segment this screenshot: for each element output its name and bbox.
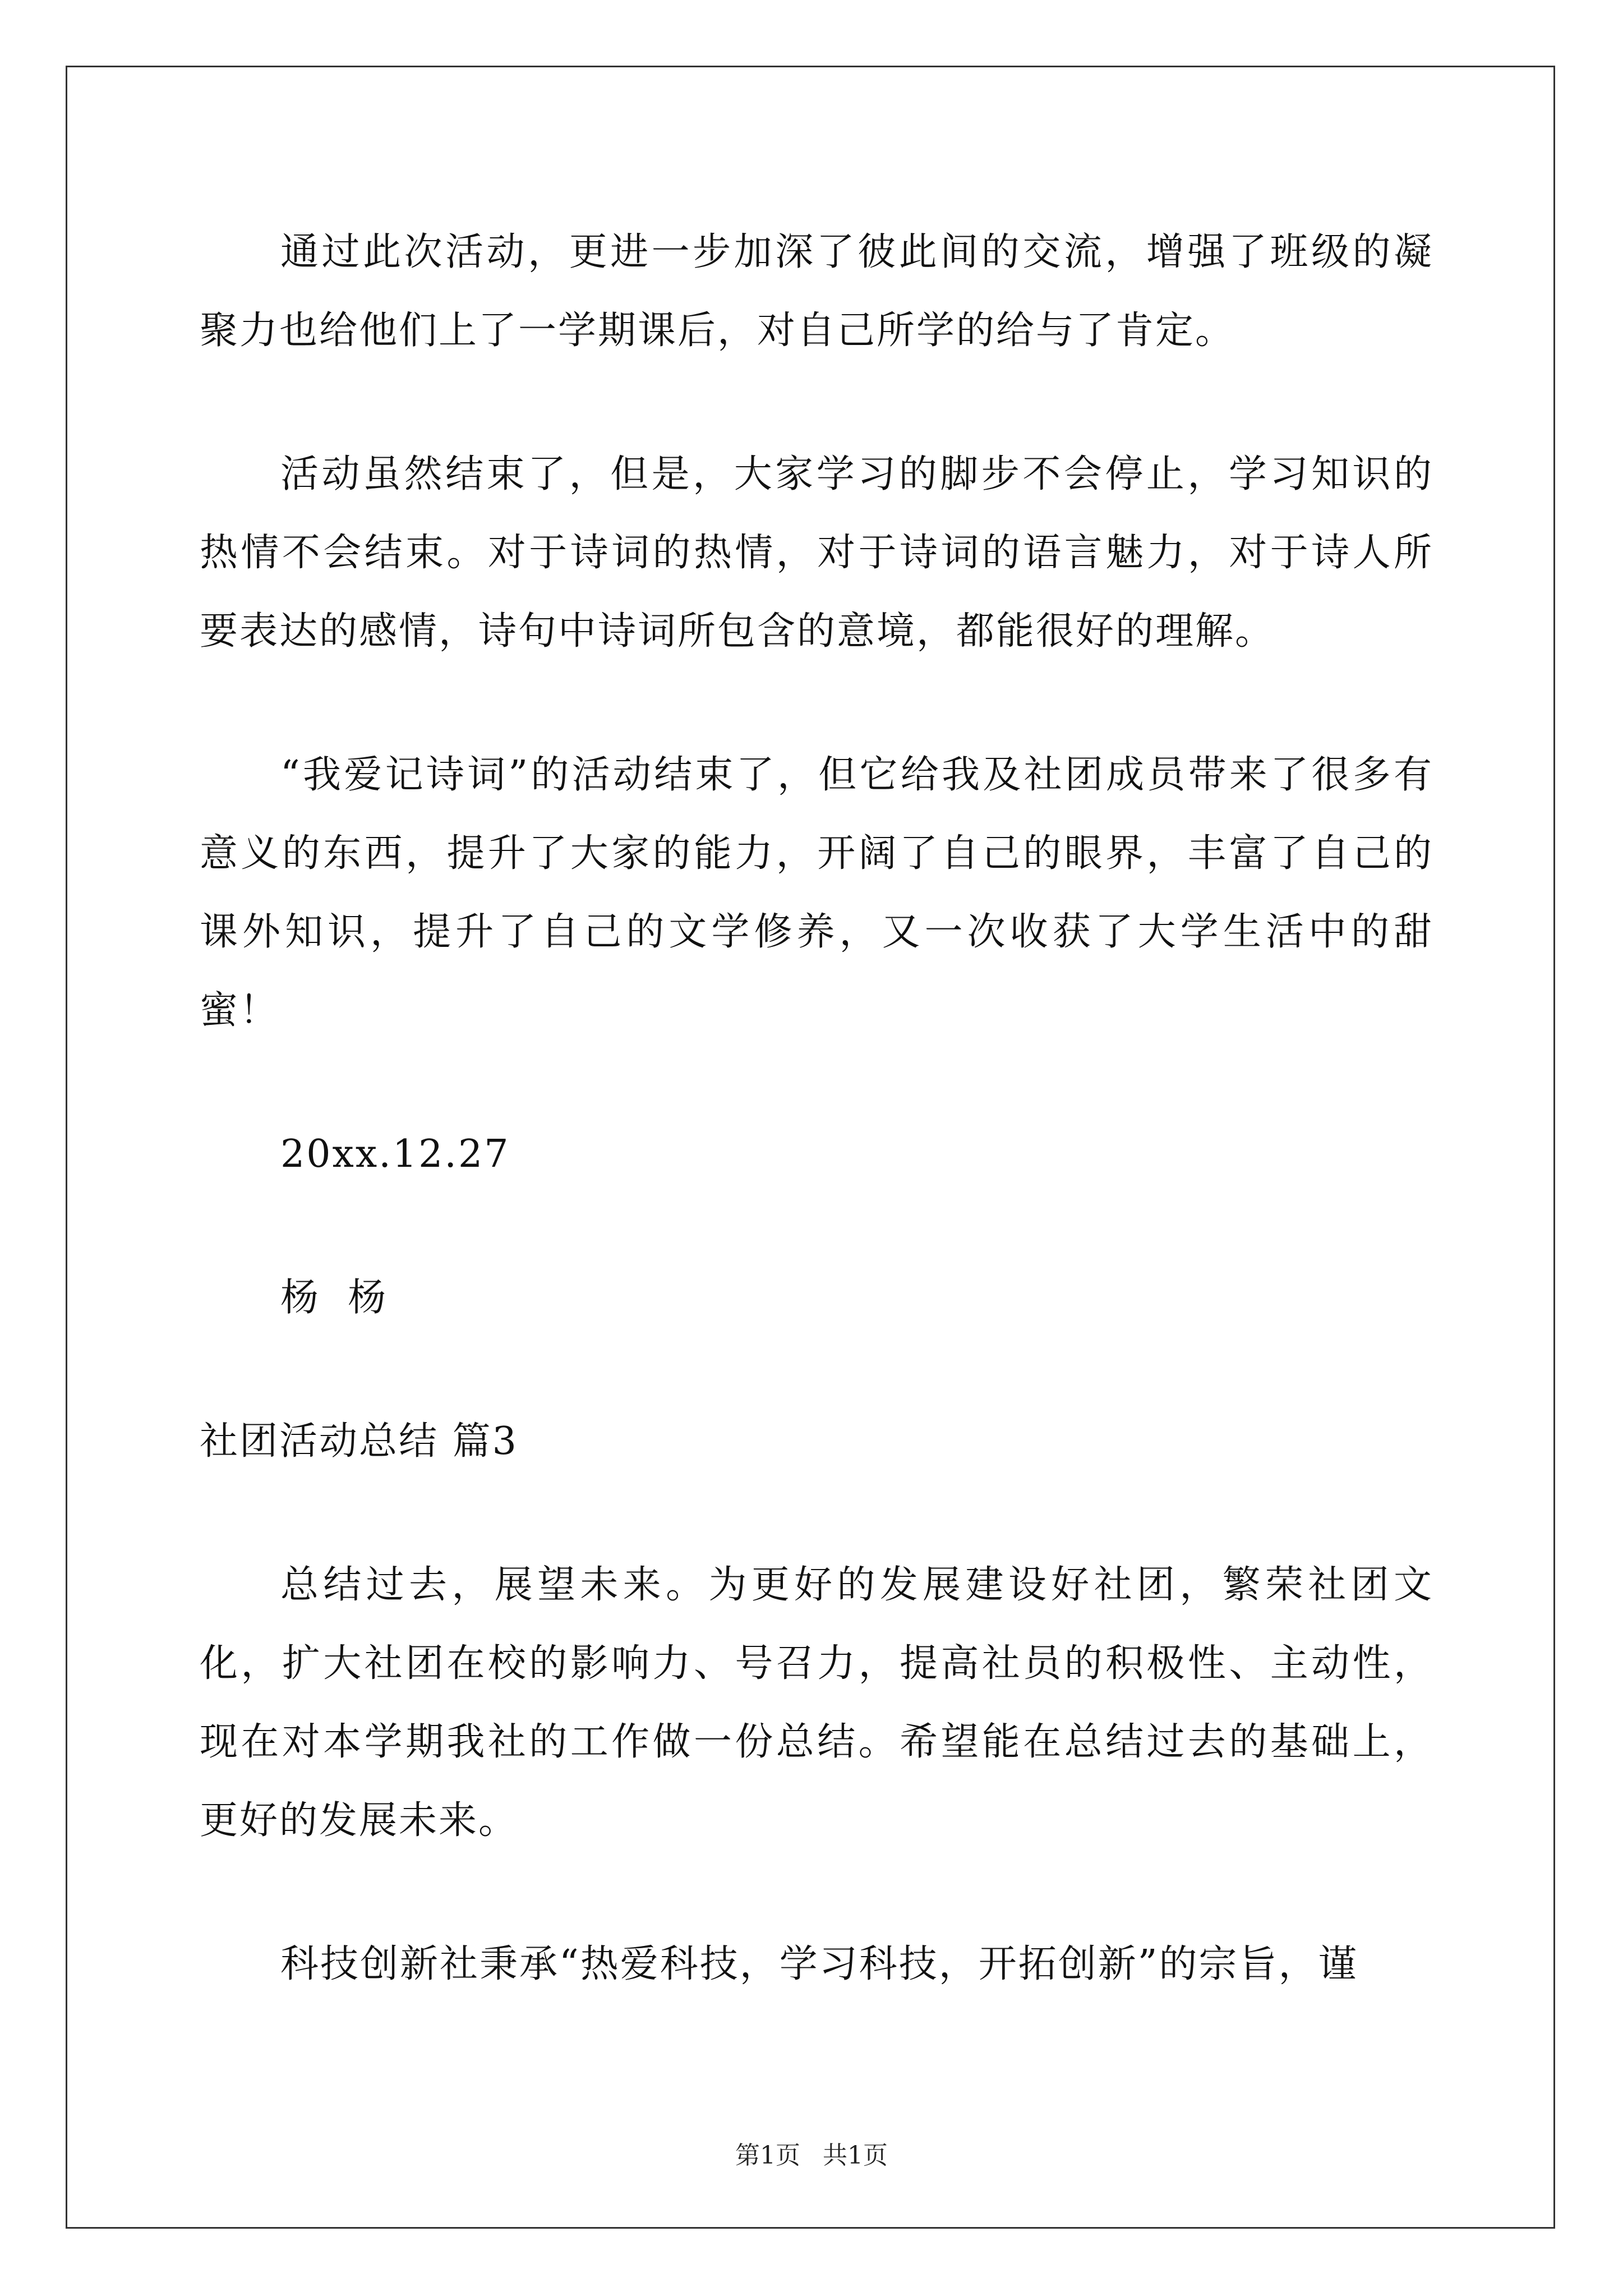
section-paragraph-1: 总结过去，展望未来。为更好的发展建设好社团，繁荣社团文化，扩大社团在校的影响力、号召力，提高社员的积极性、主动性，现在对本学期我社的工作做一份总结。希望能在总结过去的基础上，更好的发展未来。 <box>200 1563 1433 1843</box>
page-footer <box>0 2135 1623 2171</box>
document-body <box>200 213 1433 2069</box>
page-total: 共1页 <box>823 2141 888 2170</box>
paragraph-2: 活动虽然结束了，但是，大家学习的脚步不会停止，学习知识的热情不会结束。对于诗词的热情，对于诗词的语言魅力，对于诗人所要表达的感情，诗句中诗词所包含的意境，都能很好的理解。 <box>200 452 1433 654</box>
date-line: 20xx.12.27 <box>280 1132 510 1176</box>
page-number: 第1页 <box>735 2141 800 2170</box>
section-paragraph-2: 科技创新社秉承“热爱科技，学习科技，开拓创新”的宗旨，谨 <box>280 1942 1358 1986</box>
signature-line: 杨 杨 <box>280 1276 388 1320</box>
section-heading: 社团活动总结 篇3 <box>200 1419 518 1464</box>
paragraph-1: 通过此次活动，更进一步加深了彼此间的交流，增强了班级的凝聚力也给他们上了一学期课后，对自己所学的给与了肯定。 <box>200 230 1433 353</box>
paragraph-3: “我爱记诗词”的活动结束了，但它给我及社团成员带来了很多有意义的东西，提升了大家的能力，开阔了自己的眼界，丰富了自己的课外知识，提升了自己的文学修养，又一次收获了大学生活中的甜蜜！ <box>200 753 1433 1033</box>
